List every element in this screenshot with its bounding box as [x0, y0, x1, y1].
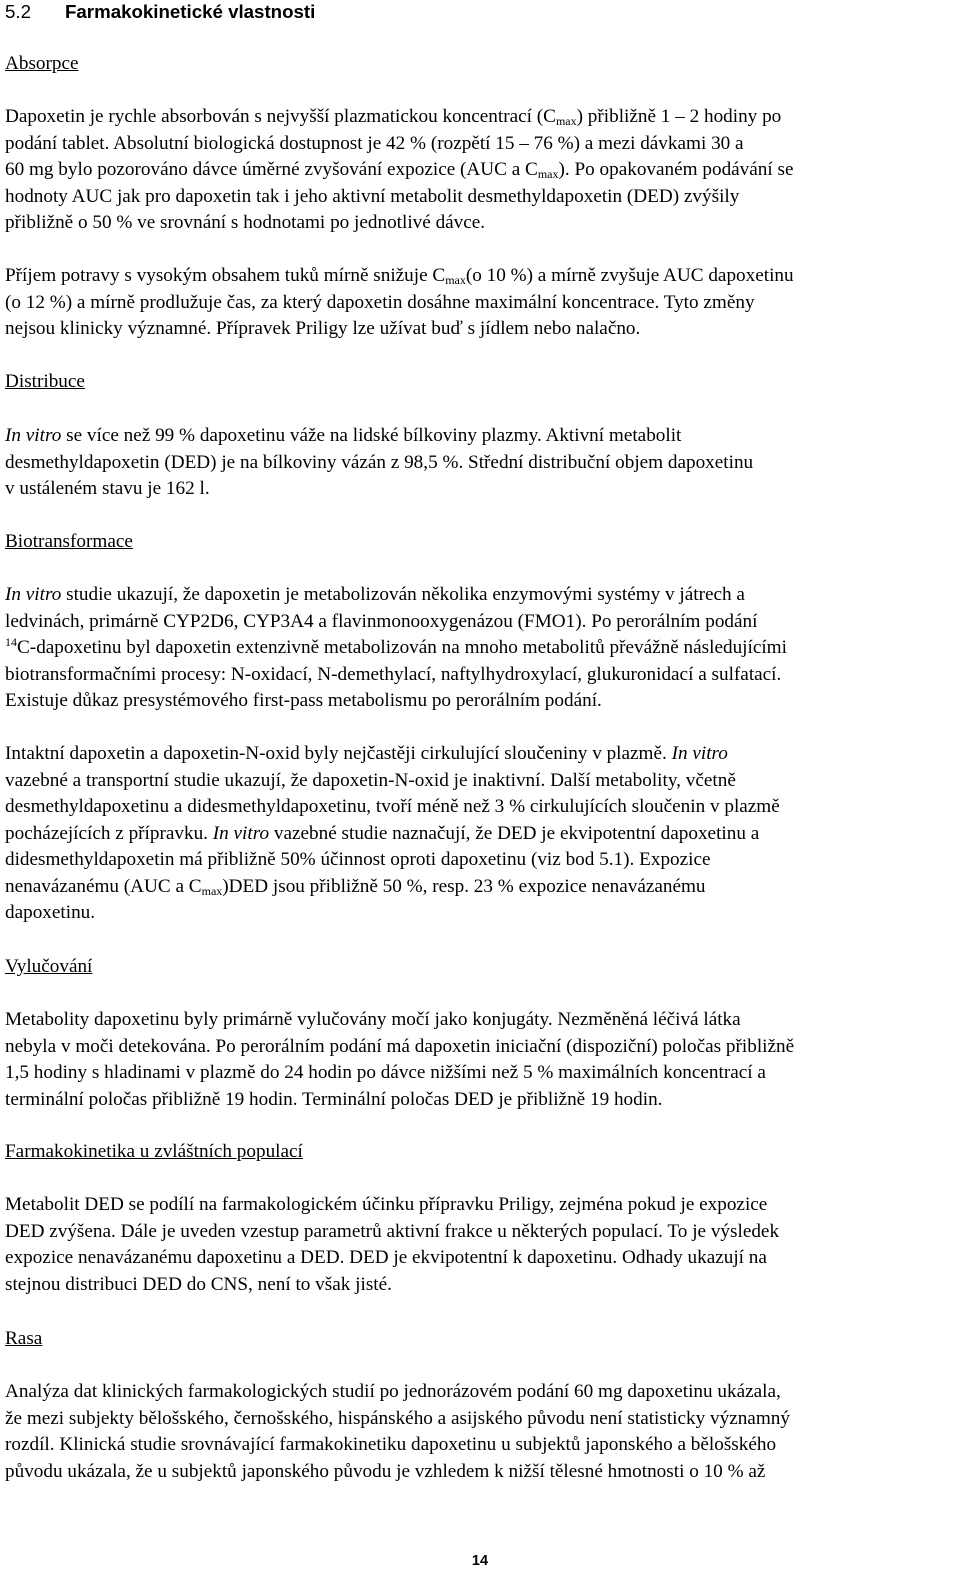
text-line: $^{14}$C-dapoxetinu byl dapoxetin extenzivně metabolizován na mnoho metabolitů převážně následujícími: [5, 635, 787, 658]
text-line: desmethyldapoxetin (DED) je na bílkoviny vázán z 98,5 %. Střední distribuční objem dapoxetinu: [5, 451, 754, 473]
text-line: stejnou distribuci DED do CNS, není to však jisté.: [5, 1273, 392, 1295]
paragraph-zvlastni-1: [5, 1192, 957, 1298]
text-line: 60 mg bylo pozorováno dávce úměrné zvyšování expozice (AUC a $C_{max}$). Po opakovaném podávání se: [5, 159, 794, 181]
heading-vylucovani: Vylučování: [5, 956, 93, 977]
text-line: In vitro se více než 99 % dapoxetinu váže na lidské bílkoviny plazmy. Aktivní metabolit: [5, 425, 682, 446]
heading-distribuce: Distribuce: [5, 371, 85, 392]
text-line: desmethyldapoxetinu a didesmethyldapoxetinu, tvoří méně než 3 % cirkulujících sloučenin v plazmě: [5, 796, 780, 817]
heading-rasa: Rasa: [5, 1328, 43, 1349]
text-line: In vitro studie ukazují, že dapoxetin je metabolizován několika enzymovými systémy v játrech a: [5, 584, 745, 605]
text-line: Metabolit DED se podílí na farmakologickém účinku přípravku Priligy, zejména pokud je expozice: [5, 1194, 768, 1215]
text-line: Metabolity dapoxetinu byly primárně vylučovány močí jako konjugáty. Nezměněná léčivá látka: [5, 1009, 741, 1030]
heading-biotransformace: Biotransformace: [5, 531, 133, 552]
text-line: 1,5 hodiny s hladinami v plazmě do 24 hodin po dávce nižšími než 5 % maximálních koncentrací a: [5, 1062, 766, 1083]
text-line: biotransformačními procesy: N-oxidací, N-demethylací, naftylhydroxylací, glukuronidací a sulfatací.: [5, 663, 782, 685]
text-line: v ustáleném stavu je 162 l.: [5, 478, 210, 499]
text-line: nebyla v moči detekována. Po perorálním podání má dapoxetin iniciační (dispoziční) poločas přibližně: [5, 1035, 795, 1057]
text-line: ledvinách, primárně CYP2D6, CYP3A4 a flavinmonooxygenázou (FMO1). Po perorálním podání: [5, 610, 758, 632]
section-title-text: Farmakokinetické vlastnosti: [65, 1, 316, 22]
section-title: [5, 0, 315, 24]
paragraph-absorpce-1: [5, 104, 957, 237]
heading-absorpce: Absorpce: [5, 53, 79, 74]
text-line: původu ukázala, že u subjektů japonského původu je vzhledem k nižší tělesné hmotnosti o 10 % až: [5, 1460, 766, 1482]
paragraph-biotransformace-2: [5, 741, 957, 927]
page-number: 14: [471, 1553, 489, 1569]
text-line: didesmethyldapoxetin má přibližně 50% účinnost oproti dapoxetinu (viz bod 5.1). Expozice: [5, 849, 711, 870]
text-line: Příjem potravy s vysokým obsahem tuků mírně snižuje $C_{max}(o$ 10 %) a mírně zvyšuje AUC dapoxetinu: [5, 265, 794, 287]
paragraph-absorpce-2: [5, 263, 957, 343]
text-line: DED zvýšena. Dále je uveden vzestup parametrů aktivní frakce u některých populací. To je výsledek: [5, 1220, 780, 1242]
paragraph-distribuce-1: [5, 423, 957, 503]
section-number: 5.2: [5, 1, 31, 22]
paragraph-vylucovani-1: [5, 1007, 957, 1113]
text-line: terminální poločas přibližně 19 hodin. Terminální poločas DED je přibližně 19 hodin.: [5, 1088, 663, 1110]
text-line: vazebné a transportní studie ukazují, že dapoxetin-N-oxid je inaktivní. Další metabolity, včetně: [5, 769, 736, 791]
text-line: hodnoty AUC jak pro dapoxetin tak i jeho aktivní metabolit desmethyldapoxetin (DED) zvýšily: [5, 185, 740, 207]
text-line: že mezi subjekty bělošského, černošského, hispánského a asijského původu není statisticky významný: [5, 1407, 790, 1429]
text-line: (o 12 %) a mírně prodlužuje čas, za který dapoxetin dosáhne maximální koncentrace. Tyto změny: [5, 291, 755, 313]
text-line: nenavázanému (AUC a $C_{max})DED$ jsou přibližně 50 %, resp. 23 % expozice nenavázanému: [5, 875, 706, 898]
paragraph-biotransformace-1: [5, 582, 957, 715]
text-line: Existuje důkaz presystémového first-pass metabolismu po perorálním podání.: [5, 690, 602, 711]
paragraph-rasa-1: [5, 1379, 957, 1485]
text-line: expozice nenavázanému dapoxetinu a DED. DED je ekvipotentní k dapoxetinu. Odhady ukazují na: [5, 1247, 767, 1268]
text-line: podání tablet. Absolutní biologická dostupnost je 42 % (rozpětí 15 – 76 %) a mezi dávkami 30 a: [5, 132, 744, 154]
text-line: Analýza dat klinických farmakologických studií po jednorázovém podání 60 mg dapoxetinu ukázala,: [5, 1381, 781, 1402]
text-line: pocházejících z přípravku. In vitro vazebné studie naznačují, že DED je ekvipotentní dapoxetinu a: [5, 822, 760, 844]
heading-zvlastni-populace: Farmakokinetika u zvláštních populací: [5, 1141, 303, 1162]
text-line: Intaktní dapoxetin a dapoxetin-N-oxid byly nejčastěji cirkulující sloučeniny v plazmě. In vitro: [5, 743, 728, 764]
text-line: dapoxetinu.: [5, 902, 96, 923]
text-line: přibližně o 50 % ve srovnání s hodnotami po jednotlivé dávce.: [5, 212, 486, 233]
text-line: nejsou klinicky významné. Přípravek Priligy lze užívat buď s jídlem nebo nalačno.: [5, 318, 641, 339]
text-line: Dapoxetin je rychle absorbován s nejvyšší plazmatickou koncentrací $(C_{max})$ přibližně 1 – 2 hodiny po: [5, 106, 782, 128]
text-line: rozdíl. Klinická studie srovnávající farmakokinetiku dapoxetinu u subjektů japonského a bělošského: [5, 1434, 777, 1455]
